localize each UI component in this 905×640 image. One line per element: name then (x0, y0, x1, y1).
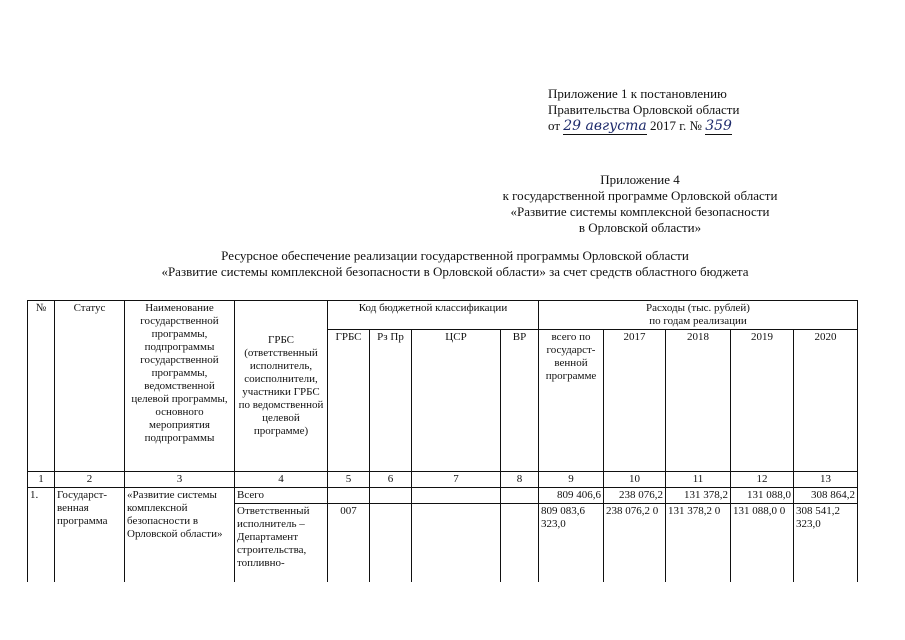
row-vr (501, 504, 539, 582)
header-name: Наименование государственной программы, подпрограммы государственной программы, ведомственной целевой программы, основного мероприятия подпрограммы (125, 301, 235, 472)
header-csr: ЦСР (412, 330, 501, 472)
header-2018: 2018 (666, 330, 731, 472)
header-2019: 2019 (731, 330, 794, 472)
document-title (80, 248, 830, 280)
col-number: 9 (539, 472, 604, 488)
col-number: 10 (604, 472, 666, 488)
handwritten-date-text: 29 августа (563, 118, 647, 134)
appendix-line-4: в Орловской области» (578, 220, 702, 235)
col-number: 13 (794, 472, 858, 488)
title-line-1: Ресурсное обеспечение реализации государственной программы Орловской области (221, 248, 689, 263)
col-number: 2 (55, 472, 125, 488)
row-csr (412, 488, 501, 504)
row-grbs-code: 007 (328, 504, 370, 582)
header-grbs: ГРБС (328, 330, 370, 472)
col-number: 12 (731, 472, 794, 488)
header-2017: 2017 (604, 330, 666, 472)
title-line-2: «Развитие системы комплексной безопасности в Орловской области» за счет средств областного бюджета (161, 264, 749, 279)
header-line-2: Правительства Орловской области (548, 102, 740, 117)
header-date-line (548, 118, 739, 135)
row-name: «Развитие системы комплексной безопасности в Орловской области» (125, 488, 235, 582)
col-number: 5 (328, 472, 370, 488)
row-status: Государст-венная программа (55, 488, 125, 582)
row-total-2020: 308 864,2 (794, 488, 858, 504)
col-number: 7 (412, 472, 501, 488)
col-number: 3 (125, 472, 235, 488)
row-total-2019: 131 088,0 (731, 488, 794, 504)
header-line-1: Приложение 1 к постановлению (548, 86, 727, 101)
col-number: 6 (370, 472, 412, 488)
row-rzpr (370, 504, 412, 582)
handwritten-number (705, 118, 732, 135)
row-total-2018: 131 378,2 (666, 488, 731, 504)
header-grbs-full: ГРБС (ответственный исполнитель, соисполнители, участники ГРБС по ведомственной целевой программе) (235, 301, 328, 472)
header-status: Статус (55, 301, 125, 472)
header-row-1 (28, 301, 858, 330)
date-year: 2017 г. № (649, 118, 702, 133)
row-resp-sum: 809 083,6 323,0 (539, 504, 604, 582)
row-resp-2017: 238 076,2 0 (604, 504, 666, 582)
header-budget-code: Код бюджетной классификации (328, 301, 539, 330)
row-csr (412, 504, 501, 582)
header-total: всего по государст-венной программе (539, 330, 604, 472)
table-row-total (28, 488, 858, 504)
row-num: 1. (28, 488, 55, 582)
row-resp-2019: 131 088,0 0 (731, 504, 794, 582)
col-number: 8 (501, 472, 539, 488)
appendix-line-2: к государственной программе Орловской области (502, 188, 778, 203)
appendix-block (480, 172, 800, 236)
col-number: 4 (235, 472, 328, 488)
row-total-2017: 238 076,2 (604, 488, 666, 504)
header-expenses (539, 301, 858, 330)
handwritten-date (563, 118, 646, 135)
row-resp-2020: 308 541,2 323,0 (794, 504, 858, 582)
date-prefix: от (548, 118, 561, 133)
row-rzpr (370, 488, 412, 504)
col-number: 11 (666, 472, 731, 488)
handwritten-number-text: 359 (705, 118, 732, 134)
resource-table (27, 300, 858, 582)
appendix-line-1: Приложение 4 (600, 172, 680, 187)
row-grbs-total: Всего (235, 488, 328, 504)
resolution-header (548, 86, 739, 135)
row-vr (501, 488, 539, 504)
appendix-line-3: «Развитие системы комплексной безопасности (510, 204, 770, 219)
header-rzpr: Рз Пр (370, 330, 412, 472)
header-expenses-line-1: Расходы (тыс. рублей) (646, 302, 750, 314)
column-number-row (28, 472, 858, 488)
header-num: № (28, 301, 55, 472)
row-resp-2018: 131 378,2 0 (666, 504, 731, 582)
row-grbs-code (328, 488, 370, 504)
col-number: 1 (28, 472, 55, 488)
row-grbs-responsible: Ответственный исполнитель – Департамент строительства, топливно- (235, 504, 328, 582)
row-total-sum: 809 406,6 (539, 488, 604, 504)
header-2020: 2020 (794, 330, 858, 472)
header-expenses-line-2: по годам реализации (649, 315, 747, 327)
header-vr: ВР (501, 330, 539, 472)
